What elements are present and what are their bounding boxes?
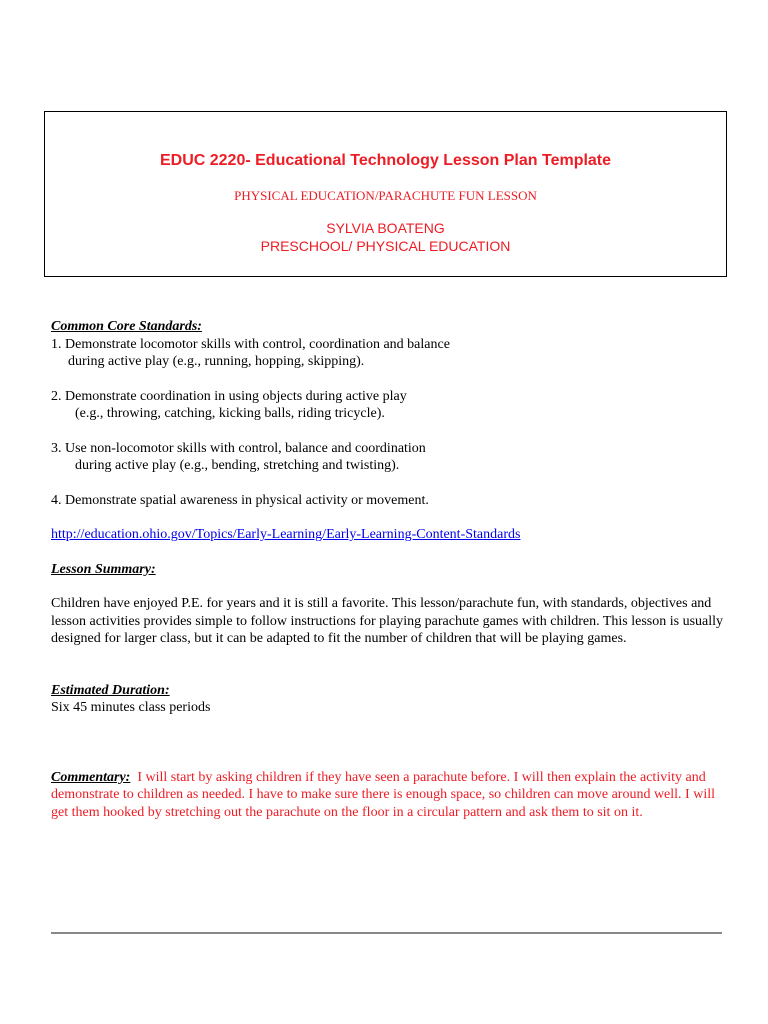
standard-item-1-line1: 1. Demonstrate locomotor skills with control, coordination and balance (51, 336, 450, 352)
standard-item-4-line1: 4. Demonstrate spatial awareness in physical activity or movement. (51, 492, 429, 508)
author-name: SYLVIA BOATENG (326, 220, 445, 236)
duration-text: Six 45 minutes class periods (51, 700, 211, 715)
document-body (51, 318, 731, 821)
lesson-subtitle: PHYSICAL EDUCATION/PARACHUTE FUN LESSON (234, 188, 537, 203)
grade-subject: PRESCHOOL/ PHYSICAL EDUCATION (260, 238, 511, 254)
standard-item-3-line1: 3. Use non-locomotor skills with control, balance and coordination (51, 440, 426, 456)
commentary-text: I will start by asking children if they have seen a parachute before. I will then explain the activity and demonstrate to children as needed. I have to make sure there is enough space, so children can move around well. I will get them hooked by stretching out the parachute on the floor in a circular pattern and ask them to sit on it. (51, 769, 715, 820)
standards-link[interactable]: http://education.ohio.gov/Topics/Early-Learning/Early-Learning-Content-Standards (51, 527, 521, 542)
commentary-block (51, 769, 731, 822)
standards-heading: Common Core Standards: (51, 319, 202, 334)
standard-item-4 (51, 492, 731, 510)
summary-text: Children have enjoyed P.E. for years and it is still a favorite. This lesson/parachute fun, with standards, objectives and lesson activities provides simple to follow instructions for playing parachute games with children. This lesson is usually designed for larger class, but it can be adapted to fit the number of children that will be playing games. (51, 596, 724, 646)
standard-item-3-line2: during active play (e.g., bending, stretching and twisting). (75, 458, 400, 473)
summary-text-block (51, 595, 731, 648)
document-title: EDUC 2220- Educational Technology Lesson Plan Template (159, 152, 612, 169)
bottom-divider (51, 932, 722, 934)
standard-item-2-line1: 2. Demonstrate coordination in using objects during active play (51, 388, 407, 404)
duration-heading: Estimated Duration: (51, 682, 170, 698)
summary-heading: Lesson Summary: (51, 561, 156, 577)
title-box (44, 111, 727, 277)
commentary-heading: Commentary: (51, 769, 131, 785)
standard-item-2-line2: (e.g., throwing, catching, kicking balls, riding tricycle). (75, 406, 385, 421)
standard-item-1 (51, 336, 731, 371)
standard-item-2 (51, 388, 731, 423)
standard-item-3 (51, 440, 731, 475)
standard-item-1-line2: during active play (e.g., running, hopping, skipping). (68, 354, 365, 369)
